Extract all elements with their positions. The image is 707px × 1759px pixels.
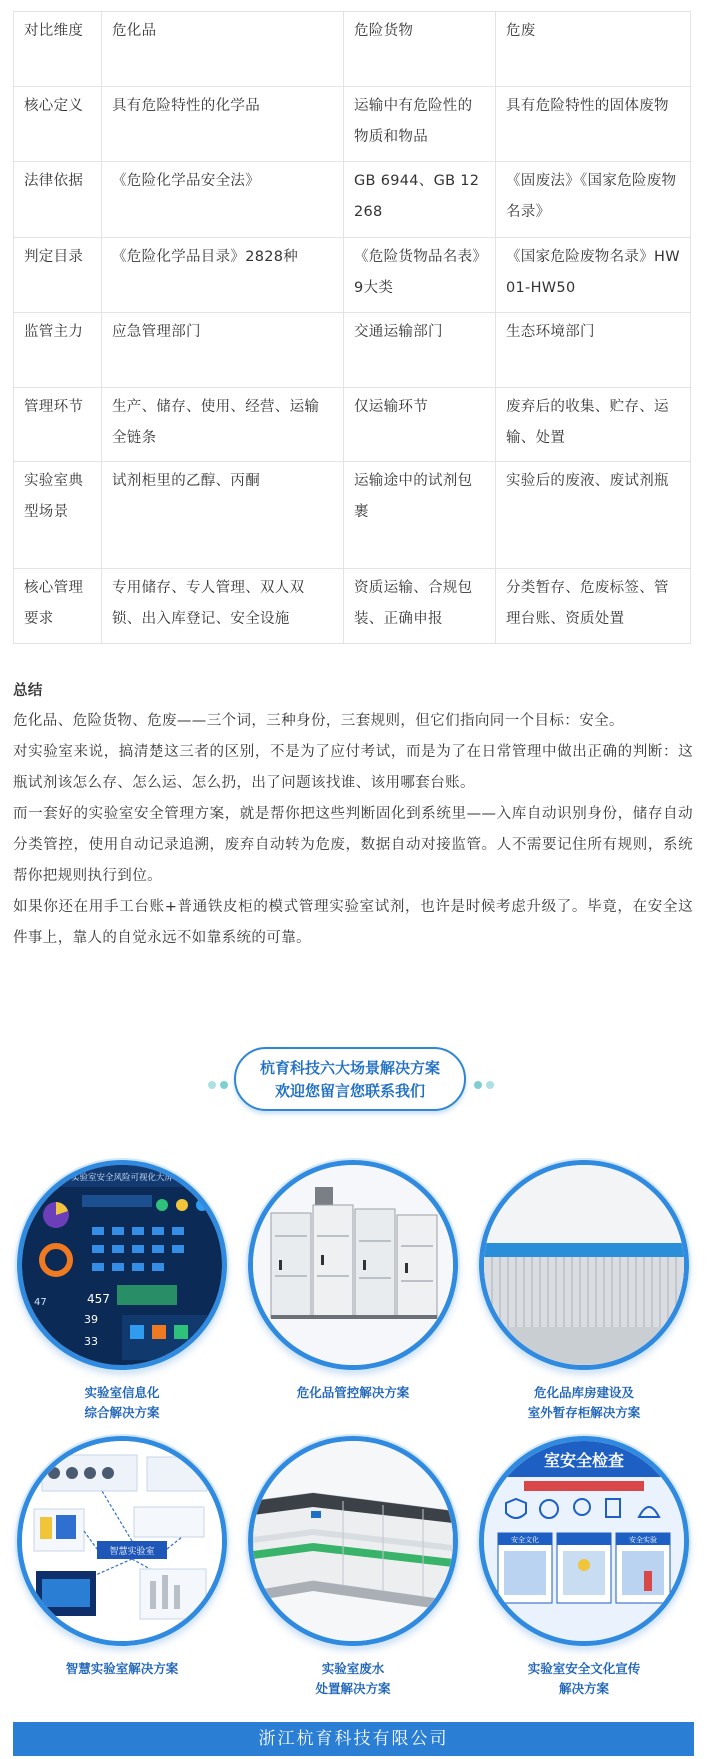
table-row-label: 核心管理要求	[14, 569, 102, 644]
table-cell: 生产、储存、使用、经营、运输全链条	[102, 388, 344, 462]
solution-card-title	[474, 1383, 694, 1423]
dot-icon	[474, 1081, 482, 1089]
table-header-cell: 危废	[496, 12, 691, 87]
dashboard-number-text: 39	[84, 1313, 98, 1326]
solution-card-line: 处置解决方案	[315, 1681, 391, 1696]
summary-section	[13, 676, 693, 954]
summary-paragraph: 危化品、危险货物、危废——三个词，三种身份，三套规则，但它们指向同一个目标：安全。	[13, 713, 624, 729]
table-row-label: 法律依据	[14, 162, 102, 238]
table-cell: 废弃后的收集、贮存、运输、处置	[496, 388, 691, 462]
decorative-dots-icon	[208, 1074, 232, 1084]
table-cell: 具有危险特性的化学品	[102, 87, 344, 162]
summary-paragraph: 如果你还在用手工台账+普通铁皮柜的模式管理实验室试剂，也许是时候考虑升级了。毕竟，在安全这件事上，靠人的自觉永远不如靠系统的可靠。	[13, 899, 693, 946]
table-row	[14, 162, 691, 238]
table-cell: 《固废法》《国家危险废物名录》	[496, 162, 691, 238]
table-cell: 实验后的废液、废试剂瓶	[496, 462, 691, 569]
table-cell: 分类暂存、危废标签、管理台账、资质处置	[496, 569, 691, 644]
summary-paragraph: 对实验室来说，搞清楚这三者的区别，不是为了应付考试，而是为了在日常管理中做出正确的判断：这瓶试剂该怎么存、怎么运、怎么扔，出了问题该找谁、该用哪套台账。	[13, 744, 693, 791]
promo-banner	[0, 1047, 707, 1111]
solution-card-title	[474, 1659, 694, 1699]
table-row	[14, 462, 691, 569]
table-cell: 运输中有危险性的物质和物品	[344, 87, 496, 162]
solution-card-line: 实验室信息化	[84, 1385, 160, 1400]
table-cell: 《危险化学品目录》2828种	[102, 238, 344, 313]
poster-panel-text: 安全实验	[629, 1536, 657, 1544]
table-header-cell: 对比维度	[14, 12, 102, 87]
table-row	[14, 388, 691, 462]
dashboard-number-text: 33	[84, 1335, 98, 1348]
smart-lab-label-text: 智慧实验室	[109, 1547, 155, 1557]
solution-card-smart-lab[interactable]	[12, 1436, 232, 1679]
table-cell: 交通运输部门	[344, 313, 496, 388]
poster-title-text: 室安全检查	[543, 1451, 625, 1470]
table-cell: 专用储存、专人管理、双人双锁、出入库登记、安全设施	[102, 569, 344, 644]
safety-culture-poster-image	[479, 1436, 689, 1646]
table-cell: 资质运输、合规包装、正确申报	[344, 569, 496, 644]
solution-card-title	[12, 1659, 232, 1679]
dashboard-number-text: 47	[34, 1297, 47, 1308]
table-row-label: 管理环节	[14, 388, 102, 462]
table-row-label: 监管主力	[14, 313, 102, 388]
solution-card-line: 解决方案	[558, 1681, 609, 1696]
dot-icon	[220, 1081, 228, 1089]
solution-card-title	[243, 1383, 463, 1403]
solution-card-safety-culture[interactable]	[474, 1436, 694, 1699]
promo-subtitle: 欢迎您留言您联系我们	[274, 1082, 425, 1100]
solution-card-lab-informatization[interactable]	[12, 1160, 232, 1423]
table-header-cell: 危化品	[102, 12, 344, 87]
table-row-label: 核心定义	[14, 87, 102, 162]
table-row-label: 判定目录	[14, 238, 102, 313]
dashboard-number-text: 457	[87, 1292, 110, 1306]
solution-card-line: 实验室废水	[321, 1661, 385, 1676]
table-cell: 《国家危险废物名录》HW01-HW50	[496, 238, 691, 313]
table-row	[14, 569, 691, 644]
table-cell: 试剂柜里的乙醇、丙酮	[102, 462, 344, 569]
table-cell: GB 6944、GB 12268	[344, 162, 496, 238]
table-cell: 具有危险特性的固体废物	[496, 87, 691, 162]
solution-card-line: 综合解决方案	[84, 1405, 160, 1420]
decorative-dots-icon	[474, 1074, 498, 1084]
solution-card-title	[243, 1659, 463, 1699]
smart-lab-diagram-image	[17, 1436, 227, 1646]
dashboard-title-text: 实验室安全风险可视化大屏	[70, 1173, 174, 1183]
dot-icon	[486, 1081, 494, 1089]
summary-paragraph: 而一套好的实验室安全管理方案，就是帮你把这些判断固化到系统里——入库自动识别身份，储存自动分类管控，使用自动记录追溯，废弃自动转为危废，数据自动对接监管。人不需要记住所有规则，系统帮你把规则执行到位。	[13, 806, 693, 884]
table-header-cell: 危险货物	[344, 12, 496, 87]
solution-card-chemical-control[interactable]	[243, 1160, 463, 1403]
table-cell: 《危险货物品名表》9大类	[344, 238, 496, 313]
summary-heading: 总结	[13, 683, 43, 699]
table-row	[14, 87, 691, 162]
table-row	[14, 238, 691, 313]
solution-card-line: 实验室安全文化宣传	[527, 1661, 641, 1676]
chemical-cabinet-image	[248, 1160, 458, 1370]
table-row	[14, 313, 691, 388]
poster-panel-text: 安全文化	[511, 1536, 539, 1544]
solution-card-line: 室外暂存柜解决方案	[527, 1405, 641, 1420]
table-cell: 应急管理部门	[102, 313, 344, 388]
dot-icon	[208, 1081, 216, 1089]
solution-card-line: 危化品库房建设及	[533, 1385, 634, 1400]
solution-card-line: 智慧实验室解决方案	[65, 1661, 179, 1676]
solution-card-wastewater[interactable]	[243, 1436, 463, 1699]
promo-pill[interactable]	[234, 1047, 466, 1111]
company-footer: 浙江杭育科技有限公司	[13, 1722, 694, 1756]
table-cell: 《危险化学品安全法》	[102, 162, 344, 238]
solution-card-line: 危化品管控解决方案	[296, 1385, 410, 1400]
solution-card-title	[12, 1383, 232, 1423]
table-row	[14, 12, 691, 87]
comparison-table	[13, 11, 691, 644]
table-cell: 仅运输环节	[344, 388, 496, 462]
solution-card-storage-building[interactable]	[474, 1160, 694, 1423]
table-row-label: 实验室典型场景	[14, 462, 102, 569]
dashboard-screen-image	[17, 1160, 227, 1370]
wastewater-equipment-image	[248, 1436, 458, 1646]
table-cell: 运输途中的试剂包裹	[344, 462, 496, 569]
promo-title: 杭育科技六大场景解决方案	[259, 1059, 440, 1077]
outdoor-storage-container-image	[479, 1160, 689, 1370]
table-cell: 生态环境部门	[496, 313, 691, 388]
